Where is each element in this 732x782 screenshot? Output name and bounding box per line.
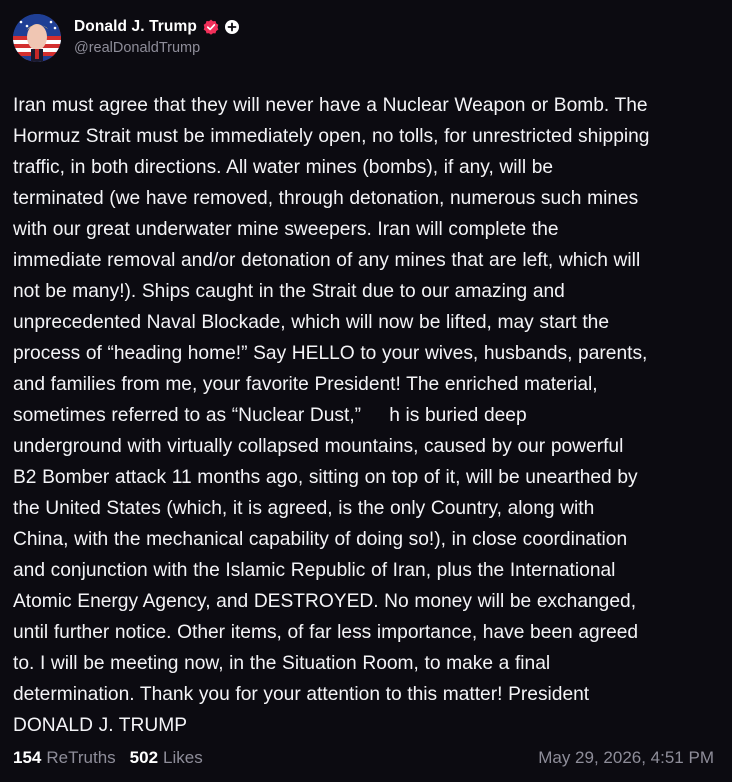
likes-stat[interactable]: [130, 748, 203, 768]
retruths-label: ReTruths: [46, 748, 116, 767]
author-handle[interactable]: @realDonaldTrump: [74, 40, 201, 56]
likes-count: 502: [129, 748, 159, 767]
post-header: [13, 14, 240, 64]
retruths-count: 154: [13, 748, 42, 767]
avatar[interactable]: [13, 14, 61, 62]
post-text: Iran must agree that they will never have a Nuclear Weapon or Bomb. The Hormuz Strait must be immediately open, no tolls, for unrestricted shipping traffic, in both directions. All water mines (bombs), if any, will be terminated (we have removed, through detonation, numerous such mines with our great underwater mine sweepers. Iran will complete the immediate removal and/or detonation of any mines that are left, which will not be many!). Ships caught in the Strait due to our amazing and unprecedented Naval Blockade, which will now be lifted, may start the process of “heading home!” Say HELLO to your wives, husbands, parents, and families from me, your favorite President! The enriched material, sometimes referred to as “Nuclear Dust,” h is buried deep underground with virtually collapsed mountains, caused by our powerful B2 Bomber attack 11 months ago, sitting on top of it, will be unearthed by the United States (which, it is agreed, is the only Country, along with China, with the mechanical capability of doing so!), in close coordination and conjunction with the Islamic Republic of Iran, plus the International Atomic Energy Agency, and DESTROYED. No money will be exchanged, until further notice. Other items, of far less importance, have been agreed to. I will be meeting now, in the Situation Room, to make a final determination. Thank you for your attention to this matter! President DONALD J. TRUMP: [13, 95, 650, 736]
flag-portrait-avatar-icon: [13, 14, 61, 62]
plus-circle-icon[interactable]: [224, 19, 240, 35]
verified-badge-icon: [203, 19, 219, 35]
likes-label: Likes: [163, 748, 203, 767]
post-footer: [13, 745, 714, 771]
retruths-stat[interactable]: [13, 748, 116, 768]
post-timestamp[interactable]: May 29, 2026, 4:51 PM: [538, 748, 714, 767]
author-name[interactable]: Donald J. Trump: [74, 18, 197, 35]
